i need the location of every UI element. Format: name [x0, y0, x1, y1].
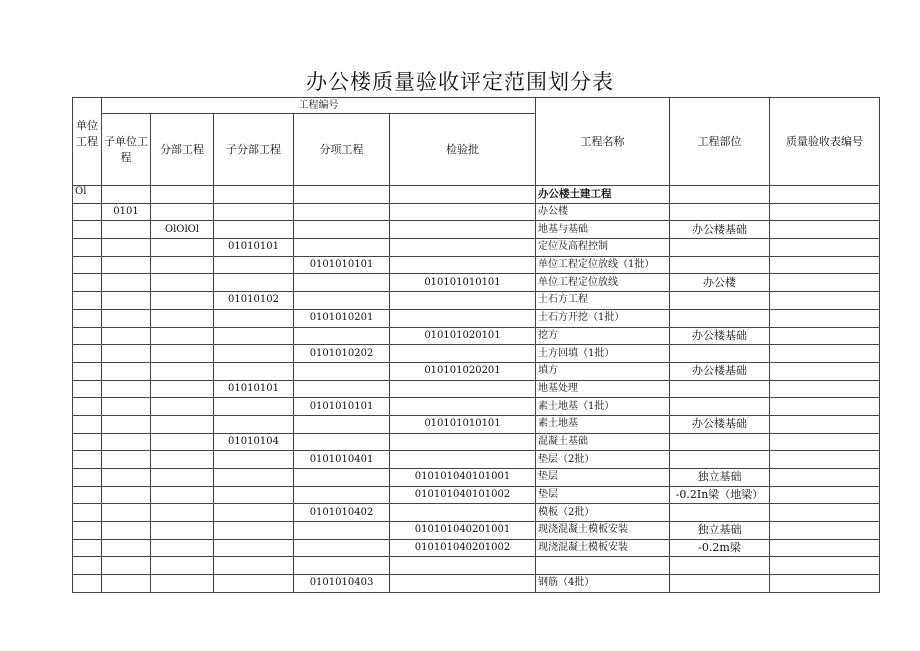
header-division: 分部工程 — [151, 114, 214, 186]
cell-sub-division — [214, 415, 294, 433]
cell-sub-unit — [102, 221, 151, 239]
cell-item: 0101010403 — [294, 575, 390, 593]
cell-unit — [73, 451, 102, 469]
cell-sub-unit: 0101 — [102, 203, 151, 221]
page-title: 办公楼质量验收评定范围划分表 — [306, 70, 614, 94]
cell-batch — [390, 239, 536, 257]
cell-project-name: 土石方开挖（1批） — [536, 309, 670, 327]
cell-item — [294, 239, 390, 257]
cell-sub-division: 01010101 — [214, 380, 294, 398]
cell-project-name: 挖方 — [536, 327, 670, 345]
table-row — [73, 575, 880, 593]
cell-sub-division — [214, 522, 294, 540]
cell-project-location — [670, 380, 770, 398]
cell-sub-division: 01010101 — [214, 239, 294, 257]
cell-project-name: 填方 — [536, 362, 670, 380]
cell-sub-unit — [102, 239, 151, 257]
cell-sub-division — [214, 221, 294, 239]
table-body — [73, 186, 880, 593]
cell-item — [294, 327, 390, 345]
cell-batch: 010101040201001 — [390, 522, 536, 540]
cell-form-number — [770, 557, 880, 575]
cell-project-location — [670, 504, 770, 522]
cell-project-location — [670, 203, 770, 221]
cell-batch — [390, 557, 536, 575]
cell-batch: 010101040101002 — [390, 486, 536, 504]
table-row — [73, 415, 880, 433]
cell-sub-unit — [102, 557, 151, 575]
cell-unit — [73, 469, 102, 487]
cell-sub-unit — [102, 309, 151, 327]
cell-sub-division — [214, 327, 294, 345]
cell-sub-unit — [102, 451, 151, 469]
table-row — [73, 327, 880, 345]
cell-sub-unit — [102, 256, 151, 274]
header-project-name: 工程名称 — [536, 98, 670, 186]
cell-project-name: 地基处理 — [536, 380, 670, 398]
header-project-location: 工程部位 — [670, 98, 770, 186]
cell-project-location — [670, 292, 770, 310]
cell-item: 0101010402 — [294, 504, 390, 522]
cell-project-location: -0.2In梁（地梁） — [670, 486, 770, 504]
cell-sub-division — [214, 575, 294, 593]
cell-project-location: 办公楼 — [670, 274, 770, 292]
cell-division — [151, 292, 214, 310]
table-row — [73, 239, 880, 257]
table-row — [73, 345, 880, 363]
cell-division — [151, 398, 214, 416]
cell-project-name: 办公楼土建工程 — [536, 186, 670, 204]
table-row — [73, 433, 880, 451]
cell-batch: 010101010101 — [390, 274, 536, 292]
cell-project-name: 混凝土基础 — [536, 433, 670, 451]
table-row — [73, 504, 880, 522]
cell-unit — [73, 327, 102, 345]
header-unit-project: 单位工程 — [73, 98, 102, 186]
cell-division — [151, 504, 214, 522]
cell-item — [294, 539, 390, 557]
cell-project-location — [670, 575, 770, 593]
cell-sub-division — [214, 539, 294, 557]
cell-sub-unit — [102, 575, 151, 593]
cell-project-name: 土方回填（1批） — [536, 345, 670, 363]
cell-project-location — [670, 256, 770, 274]
cell-division: OlOlOl — [151, 221, 214, 239]
cell-batch: 010101020201 — [390, 362, 536, 380]
cell-sub-unit — [102, 433, 151, 451]
cell-sub-division — [214, 362, 294, 380]
cell-project-name: 钢筋（4批） — [536, 575, 670, 593]
cell-batch — [390, 575, 536, 593]
cell-item — [294, 433, 390, 451]
cell-division — [151, 575, 214, 593]
cell-unit — [73, 256, 102, 274]
cell-sub-division — [214, 186, 294, 204]
cell-project-name: 垫层 — [536, 486, 670, 504]
cell-division — [151, 256, 214, 274]
cell-item — [294, 221, 390, 239]
cell-project-location — [670, 433, 770, 451]
cell-sub-unit — [102, 415, 151, 433]
table-row — [73, 539, 880, 557]
cell-division — [151, 380, 214, 398]
cell-sub-division: 01010104 — [214, 433, 294, 451]
cell-sub-unit — [102, 327, 151, 345]
cell-item — [294, 522, 390, 540]
cell-item — [294, 292, 390, 310]
cell-division — [151, 309, 214, 327]
division-table — [72, 97, 880, 593]
cell-item: 0101010401 — [294, 451, 390, 469]
cell-project-location — [670, 345, 770, 363]
table-row — [73, 362, 880, 380]
cell-batch: 010101010101 — [390, 415, 536, 433]
cell-division — [151, 415, 214, 433]
cell-unit — [73, 557, 102, 575]
cell-division — [151, 239, 214, 257]
cell-sub-division — [214, 557, 294, 575]
cell-project-name: 办公楼 — [536, 203, 670, 221]
cell-unit — [73, 345, 102, 363]
cell-sub-unit — [102, 398, 151, 416]
cell-project-location: 办公楼基础 — [670, 221, 770, 239]
cell-form-number — [770, 345, 880, 363]
cell-project-name: 垫层（2批） — [536, 451, 670, 469]
cell-item: 0101010202 — [294, 345, 390, 363]
cell-form-number — [770, 221, 880, 239]
table-row — [73, 469, 880, 487]
cell-project-name: 素土地基 — [536, 415, 670, 433]
cell-batch — [390, 433, 536, 451]
cell-batch: 010101040101001 — [390, 469, 536, 487]
cell-sub-division — [214, 274, 294, 292]
cell-batch — [390, 398, 536, 416]
cell-project-location — [670, 398, 770, 416]
cell-unit — [73, 433, 102, 451]
cell-unit — [73, 292, 102, 310]
cell-batch — [390, 309, 536, 327]
cell-project-location: 独立基础 — [670, 522, 770, 540]
cell-unit — [73, 539, 102, 557]
cell-item — [294, 415, 390, 433]
cell-form-number — [770, 504, 880, 522]
cell-project-name: 现浇混凝土模板安装 — [536, 522, 670, 540]
cell-item — [294, 469, 390, 487]
cell-batch: 010101020101 — [390, 327, 536, 345]
cell-sub-division — [214, 203, 294, 221]
cell-sub-division — [214, 486, 294, 504]
cell-batch — [390, 186, 536, 204]
cell-item — [294, 274, 390, 292]
table-row — [73, 256, 880, 274]
cell-form-number — [770, 451, 880, 469]
cell-project-location — [670, 309, 770, 327]
cell-form-number — [770, 309, 880, 327]
cell-project-location — [670, 557, 770, 575]
cell-form-number — [770, 522, 880, 540]
header-batch: 检验批 — [390, 114, 536, 186]
cell-sub-unit — [102, 274, 151, 292]
cell-item — [294, 362, 390, 380]
header-form-number: 质量验收表编号 — [770, 98, 880, 186]
cell-batch — [390, 221, 536, 239]
cell-unit — [73, 309, 102, 327]
cell-sub-unit — [102, 469, 151, 487]
cell-form-number — [770, 203, 880, 221]
cell-form-number — [770, 256, 880, 274]
cell-division — [151, 486, 214, 504]
cell-form-number — [770, 398, 880, 416]
cell-project-name: 单位工程定位放线（1批） — [536, 256, 670, 274]
cell-sub-division — [214, 451, 294, 469]
cell-sub-division — [214, 504, 294, 522]
cell-unit — [73, 575, 102, 593]
cell-unit — [73, 504, 102, 522]
table-row — [73, 292, 880, 310]
header-code-group: 工程编号 — [102, 98, 536, 114]
cell-unit — [73, 274, 102, 292]
header-sub-unit-project: 子单位工程 — [102, 114, 151, 186]
cell-batch — [390, 345, 536, 363]
cell-form-number — [770, 380, 880, 398]
cell-unit: Ol — [73, 186, 102, 204]
cell-project-name: 单位工程定位放线 — [536, 274, 670, 292]
table-row — [73, 486, 880, 504]
cell-form-number — [770, 433, 880, 451]
cell-division — [151, 539, 214, 557]
cell-batch — [390, 292, 536, 310]
cell-project-location: -0.2m梁 — [670, 539, 770, 557]
cell-form-number — [770, 239, 880, 257]
cell-project-name: 素土地基（1批） — [536, 398, 670, 416]
cell-project-location — [670, 451, 770, 469]
cell-item: 0101010101 — [294, 256, 390, 274]
cell-unit — [73, 398, 102, 416]
cell-project-location: 办公楼基础 — [670, 327, 770, 345]
cell-unit — [73, 380, 102, 398]
table-row — [73, 186, 880, 204]
cell-project-name: 现浇混凝土模板安装 — [536, 539, 670, 557]
cell-unit — [73, 486, 102, 504]
cell-division — [151, 451, 214, 469]
table-row — [73, 221, 880, 239]
cell-project-location: 办公楼基础 — [670, 362, 770, 380]
cell-division — [151, 186, 214, 204]
cell-sub-unit — [102, 504, 151, 522]
cell-project-location: 独立基础 — [670, 469, 770, 487]
cell-form-number — [770, 575, 880, 593]
cell-form-number — [770, 186, 880, 204]
cell-form-number — [770, 292, 880, 310]
table-row — [73, 522, 880, 540]
cell-project-name: 垫层 — [536, 469, 670, 487]
cell-item — [294, 486, 390, 504]
header-item: 分项工程 — [294, 114, 390, 186]
cell-sub-unit — [102, 362, 151, 380]
cell-sub-unit — [102, 539, 151, 557]
cell-item — [294, 380, 390, 398]
cell-form-number — [770, 415, 880, 433]
cell-unit — [73, 221, 102, 239]
cell-division — [151, 522, 214, 540]
cell-batch — [390, 451, 536, 469]
cell-sub-unit — [102, 380, 151, 398]
table-row — [73, 274, 880, 292]
cell-form-number — [770, 469, 880, 487]
cell-project-location: 办公楼基础 — [670, 415, 770, 433]
cell-form-number — [770, 539, 880, 557]
cell-project-location — [670, 239, 770, 257]
header-sub-division: 子分部工程 — [214, 114, 294, 186]
cell-division — [151, 203, 214, 221]
cell-sub-unit — [102, 186, 151, 204]
cell-unit — [73, 239, 102, 257]
cell-item — [294, 557, 390, 575]
cell-batch — [390, 504, 536, 522]
cell-project-name: 模板（2批） — [536, 504, 670, 522]
cell-item: 0101010101 — [294, 398, 390, 416]
cell-form-number — [770, 274, 880, 292]
cell-sub-division — [214, 398, 294, 416]
cell-division — [151, 433, 214, 451]
cell-item — [294, 186, 390, 204]
cell-item — [294, 203, 390, 221]
cell-unit — [73, 362, 102, 380]
cell-unit — [73, 522, 102, 540]
cell-project-name: 地基与基础 — [536, 221, 670, 239]
cell-project-location — [670, 186, 770, 204]
cell-sub-unit — [102, 292, 151, 310]
cell-sub-division: 01010102 — [214, 292, 294, 310]
cell-unit — [73, 203, 102, 221]
cell-batch: 010101040201002 — [390, 539, 536, 557]
cell-division — [151, 345, 214, 363]
cell-division — [151, 469, 214, 487]
cell-sub-division — [214, 469, 294, 487]
cell-sub-division — [214, 309, 294, 327]
cell-form-number — [770, 327, 880, 345]
cell-division — [151, 274, 214, 292]
table-row — [73, 309, 880, 327]
cell-unit — [73, 415, 102, 433]
cell-division — [151, 557, 214, 575]
table-row — [73, 203, 880, 221]
cell-batch — [390, 256, 536, 274]
cell-sub-unit — [102, 522, 151, 540]
cell-division — [151, 327, 214, 345]
table-row — [73, 398, 880, 416]
table-row — [73, 380, 880, 398]
cell-sub-unit — [102, 345, 151, 363]
cell-sub-unit — [102, 486, 151, 504]
cell-form-number — [770, 486, 880, 504]
cell-division — [151, 362, 214, 380]
cell-batch — [390, 380, 536, 398]
cell-project-name: 定位及高程控制 — [536, 239, 670, 257]
cell-project-name — [536, 557, 670, 575]
table-row — [73, 451, 880, 469]
cell-form-number — [770, 362, 880, 380]
cell-sub-division — [214, 345, 294, 363]
table-row — [73, 557, 880, 575]
cell-project-name: 土石方工程 — [536, 292, 670, 310]
cell-sub-division — [214, 256, 294, 274]
cell-batch — [390, 203, 536, 221]
cell-item: 0101010201 — [294, 309, 390, 327]
